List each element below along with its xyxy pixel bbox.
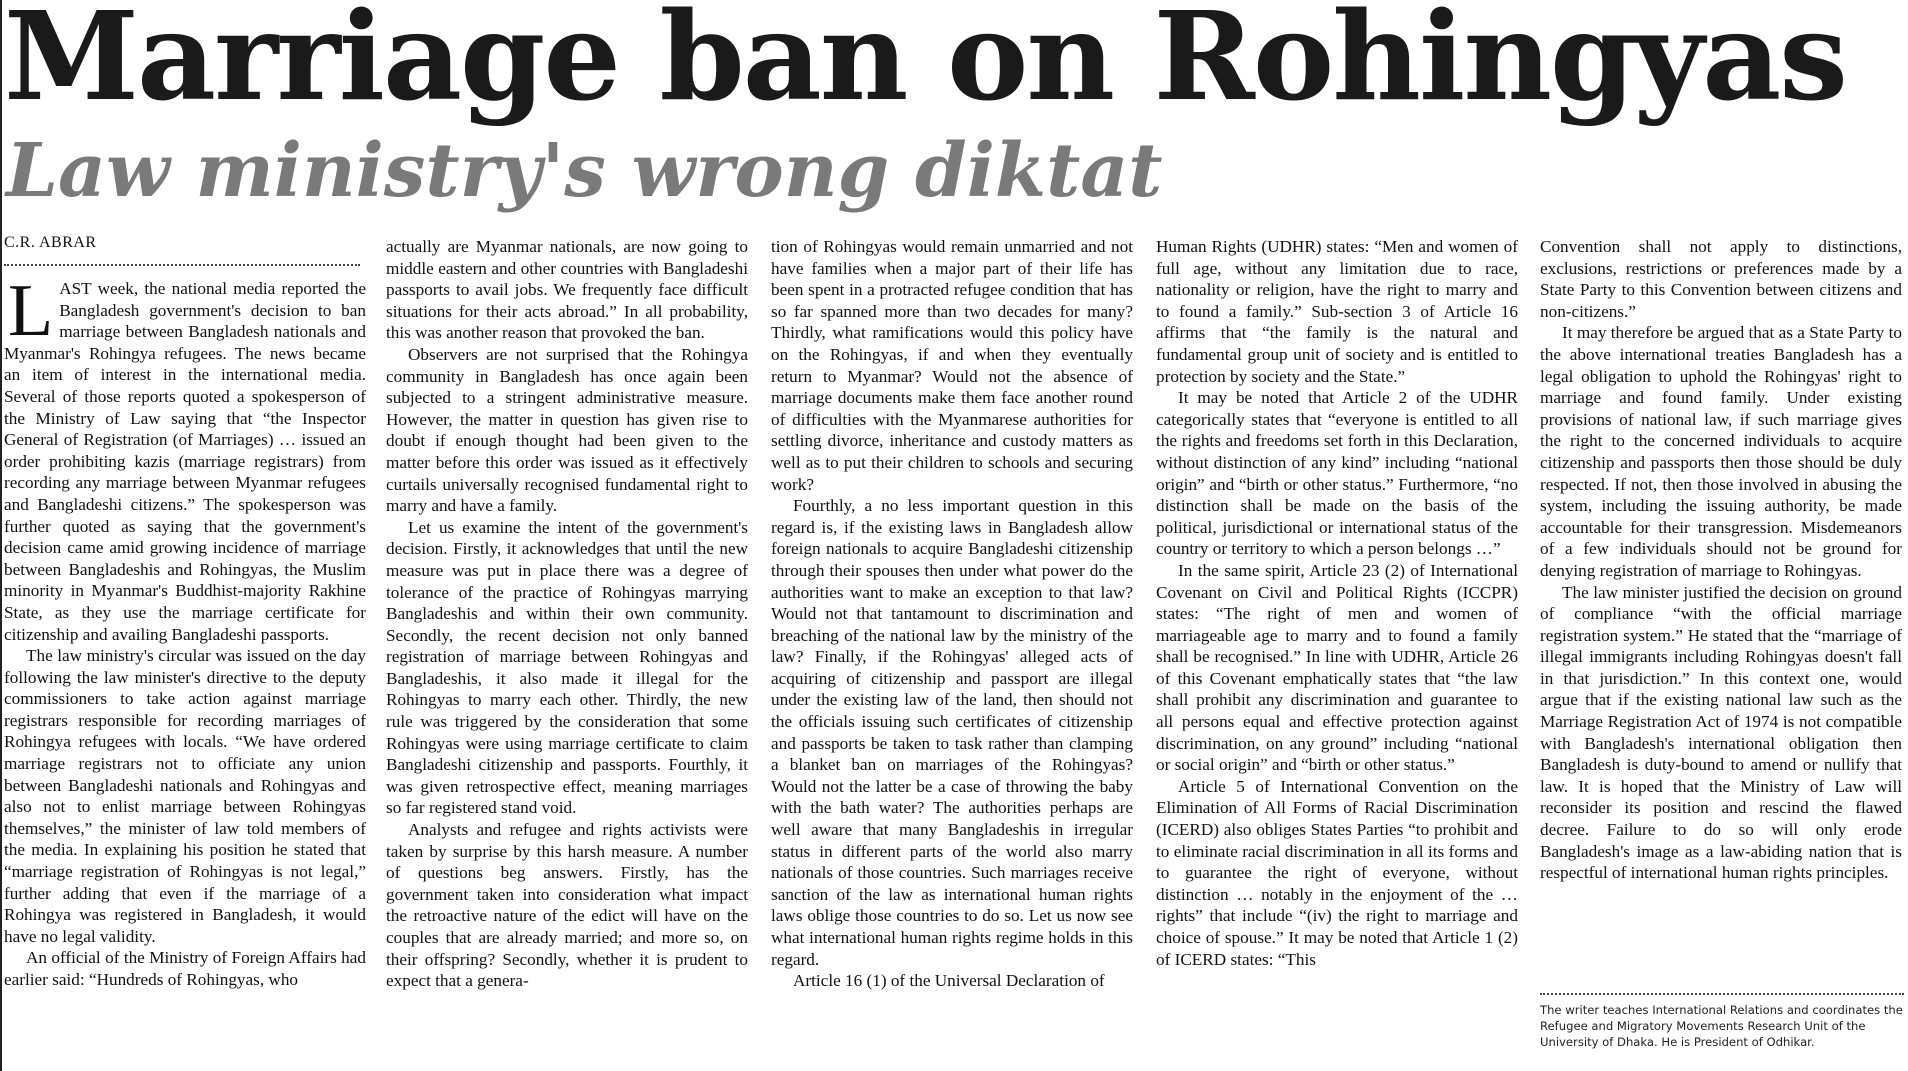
article-paragraph: In the same spirit, Article 23 (2) of International Covenant on Civil and Political Rights (ICCPR) states: “The right of men and women of marriageable age to marry and to found a family shall be recognised.” In line with UDHR, Article 26 of this Covenant emphatically states that “the law shall prohibit any discrimination and guarantee to all persons equal and effective protection against discrimination, on any ground” including “national or social origin” and “birth or other status.” [1156, 560, 1518, 775]
article-paragraph: Human Rights (UDHR) states: “Men and women of full age, without any limitation due to race, nationality or religion, have the right to marry and to found a family.” Sub-section 3 of Article 16 affirms that “the family is the natural and fundamental group unit of society and is entitled to protection by society and the State.” [1156, 237, 1518, 386]
article-paragraph: The law ministry's circular was issued on the day following the law minister's directive to the deputy commissioners to take action against marriage registrars responsible for recording marriages of Rohingya refugees with locals. “We have ordered marriage registrars not to officiate any union between Bangladeshi nationals and Rohingyas and also not to enlist marriage between Rohingyas themselves,” the minister of law told members of the media. In explaining his position he stated that “marriage registration of Rohingyas is not legal,” further adding that even if the marriage of a Rohingya was registered in Bangladesh, it would have no legal validity. [4, 646, 366, 946]
article-paragraph: Article 5 of International Convention on the Elimination of All Forms of Racial Discrimination (ICERD) also obliges States Parties “to prohibit and to eliminate racial discrimination in all its forms and to guarantee the right of everyone, without distinction … notably in the enjoyment of the … rights” that include “(iv) the right to marriage and choice of spouse.” It may be noted that Article 1 (2) of ICERD states: “This [1156, 776, 1518, 969]
headline: Marriage ban on Rohingyas [4, 0, 1846, 128]
article-paragraph: An official of the Ministry of Foreign Affairs had earlier said: “Hundreds of Rohingyas, who [4, 948, 366, 989]
article-paragraph: actually are Myanmar nationals, are now going to middle eastern and other countries with Bangladeshi passports to avail jobs. We frequently face difficult situations for their acts abroad.” In all probability, this was another reason that provoked the ban. [386, 237, 748, 343]
subheadline: Law ministry's wrong diktat [6, 128, 1163, 214]
article-paragraph: LAST week, the national media reported the Bangladesh government's decision to ban marriage between Bangladesh nationals and Myanmar's Rohingya refugees. The news became an item of interest in the international media. Several of those reports quoted a spokesperson of the Ministry of Law saying that “the Inspector General of Registration (of Marriages) … issued an order prohibiting kazis (marriage registrars) from recording any marriage between Myanmar refugees and Bangladeshi citizens.” The spokesperson was further quoted as saying that the government's decision came amid growing incidence of marriage between Bangladeshis and Rohingyas, the Muslim minority in Myanmar's Buddhist-majority Rakhine State, as they use the marriage certificate for citizenship and availing Bangladeshi passports. [4, 270, 366, 644]
footnote-divider [1540, 993, 1904, 995]
byline-divider [4, 264, 360, 266]
article-paragraph: Fourthly, a no less important question in this regard is, if the existing laws in Bangladesh allow foreign nationals to acquire Bangladeshi citizenship through their spouses then under what power do the authorities want to make an exception to that law? Would not that tantamount to discrimination and breaching of the national law by the ministry of the law? Finally, if the Rohingyas' alleged acts of acquiring of citizenship and passport are illegal under the existing law of the land, then should not the officials issuing such certificates of citizenship and passports be taken to task rather than clamping a blanket ban on marriages of the Rohingyas? Would not the latter be a case of throwing the baby with the bath water? The authorities perhaps are well aware that many Bangladeshis in irregular status in different parts of the world also marry nationals of those countries. Such marriages receive sanction of the law as international human rights laws oblige those countries to do so. Let us now see what international human rights regime holds in this regard. [771, 496, 1133, 969]
article-paragraph: The law minister justified the decision on ground of compliance “with the official marriage registration system.” He stated that the “marriage of illegal immigrants including Rohingyas doesn't fall in that jurisdiction.” In this context one, would argue that if the existing national law such as the Marriage Registration Act of 1974 is not compatible with Bangladesh's international obligation then Bangladesh is duty-bound to amend or nullify that law. It is hoped that the Ministry of Law will reconsider its position and rescind the flawed decree. Failure to do so will only erode Bangladesh's image as a law-abiding nation that is respectful of international human rights principles. [1540, 582, 1902, 883]
article-column-5 [1540, 236, 1902, 884]
article-column-4 [1156, 236, 1518, 970]
page-left-border [0, 0, 2, 1071]
article-paragraph: Convention shall not apply to distinctions, exclusions, restrictions or preferences made by a State Party to this Convention between citizens and non-citizens.” [1540, 237, 1902, 321]
article-paragraph: Analysts and refugee and rights activists were taken by surprise by this harsh measure. A number of questions beg answers. Firstly, has the government taken into consideration what impact the retroactive nature of the edict will have on the couples that are already married; and more so, on their offspring? Secondly, whether it is prudent to expect that a genera- [386, 820, 748, 991]
drop-cap: L [8, 270, 54, 352]
author-footnote: The writer teaches International Relations and coordinates the Refugee and Migratory Movements Research Unit of the University of Dhaka. He is President of Odhikar. [1540, 1003, 1903, 1049]
article-paragraph: tion of Rohingyas would remain unmarried and not have families when a major part of their life has been spent in a protracted refugee condition that has so far spanned more than two decades for many? Thirdly, what ramifications would this policy have on the Rohingyas, if and when they eventually return to Myanmar? Would not the absence of marriage documents make them face another round of difficulties with the Myanmarese authorities for settling divorce, inheritance and custody matters as well as to put their children to schools and securing work? [771, 237, 1133, 494]
article-paragraph: It may therefore be argued that as a State Party to the above international treaties Bangladesh has a legal obligation to uphold the Rohingyas' right to marriage and found family. Under existing provisions of national law, if such marriage gives the right to the concerned individuals to acquire citizenship and passports then those should be duly respected. If not, then those involved in abusing the system, including the issuing authority, be made accountable for their transgression. Misdemeanors of a few individuals should not be ground for denying registration of marriage to Rohingyas. [1540, 323, 1902, 580]
article-column-1 [4, 270, 366, 991]
article-paragraph: Let us examine the intent of the government's decision. Firstly, it acknowledges that until the new measure was put in place there was a degree of tolerance of the practice of Rohingyas marrying Bangladeshis and within their own community. Secondly, the recent decision not only banned registration of marriage between Rohingyas and Bangladeshis, it also made it illegal for the Rohingyas to marry each other. Thirdly, the new rule was triggered by the consideration that some Rohingyas were using marriage certificate to claim Bangladeshi citizenship and passports. Fourthly, it was given retrospective effect, meaning marriages so far registered stand void. [386, 517, 748, 818]
article-paragraph: Observers are not surprised that the Rohingya community in Bangladesh has once again been subjected to a stringent administrative measure. However, the matter in question has given rise to doubt if enough thought had been given to the matter before this order was issued as it effectively curtails universally recognised fundamental right to marry and have a family. [386, 344, 748, 516]
article-paragraph: Article 16 (1) of the Universal Declaration of [793, 971, 1105, 991]
article-column-2 [386, 236, 748, 992]
article-column-3 [771, 236, 1133, 992]
article-paragraph: It may be noted that Article 2 of the UDHR categorically states that “everyone is entitled to all the rights and freedoms set forth in this Declaration, without distinction of any kind” including “national origin” and “birth or other status.” Furthermore, “no distinction shall be made on the basis of the political, jurisdictional or international status of the country or territory to which a person belongs …” [1156, 388, 1518, 559]
byline: C.R. ABRAR [4, 234, 97, 251]
